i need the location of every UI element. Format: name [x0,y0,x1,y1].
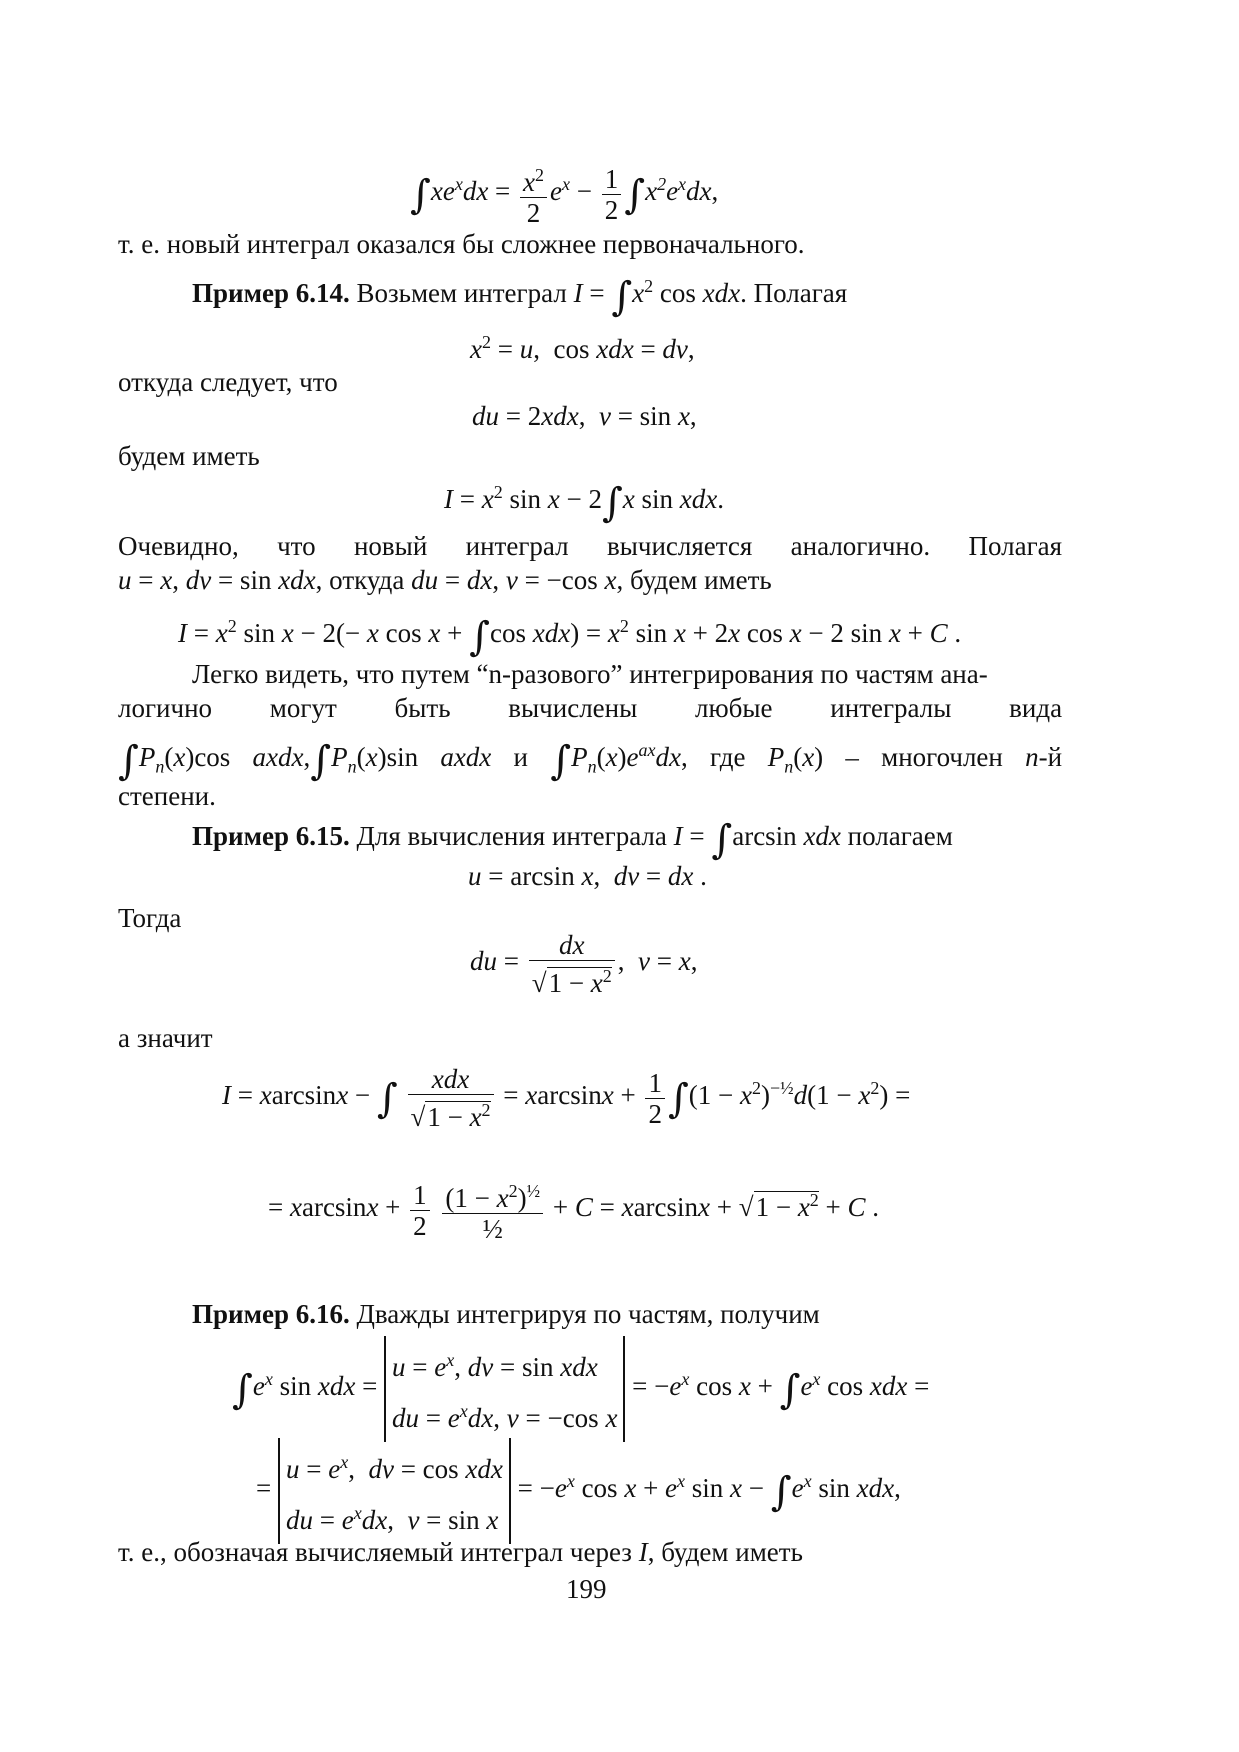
word: интегралы [830,693,952,723]
text: , откуда [315,565,405,595]
text: – многочлен [845,742,1003,772]
text: -й [1038,742,1063,772]
text-line: а значит [118,1023,213,1053]
substitution-table: $u = e^x$, dv = sin xdx du = $e^xdx$, v = −cos x [384,1336,625,1442]
word: что [277,531,316,561]
example-6-16 [192,1298,820,1330]
word: Очевидно, [118,531,239,561]
equation-substitution: $x^2 = u$, cos xdx = dv, [470,332,695,364]
example-text: Для вычисления интеграла [356,821,667,851]
word: могут [269,693,337,723]
equation-arcsin-2: = xarcsinx + $\frac{1}{2}$ $\frac{(1 - x^2)^{\frac{1}{2}}}{\text{½}}$ + $C = xarcsinx + √1 - x^2 + C$ . [268,1176,879,1244]
page-number: 199 [566,1574,607,1604]
text: и [513,742,528,772]
word: логично [118,693,213,723]
equation-du-v: du = 2xdx, v = sin x, [472,401,697,431]
example-6-15: Пример 6.15. Для вычисления интеграла I = ∫arcsin xdx полагаем [192,817,953,863]
word: быть [394,693,451,723]
example-tail: Полагая [753,278,848,308]
text-line-justified: $\int P_n(x)\cos$ $axdx,\int P_n(x)\sin$ axdx и $\int P_n(x)e^{ax}dx$, где $P_n(x)$ – многочлен n-й [118,738,1063,784]
substitution-table: $u = e^x$, dv = cos xdx du = $e^xdx$, v = sin x [278,1438,511,1544]
equation-du-sqrt: du = $\frac{dx}{√1 - x^2}$ , v = x, [470,930,698,998]
equation-exsin-1: $\int e^x$ sin xdx = $u = e^x$, dv = sin xdx du = $e^xdx$, v = −cos x = $-e^x$ $\cos x + \int e^x$ cos xdx = [232,1336,929,1442]
text: , где [681,742,746,772]
text-line-justified [118,530,1062,562]
equation-u-arcsin: u = arcsin x, dv = dx . [468,861,707,891]
word: вычислены [508,693,638,723]
text-line: Тогда [118,903,182,933]
word: аналогично. [790,531,931,561]
example-text: Возьмем интеграл [356,278,567,308]
text-line: откуда следует, что [118,367,338,397]
text-line: т. е., обозначая вычисляемый интеграл через I, будем иметь [118,1537,803,1567]
word: вычисляется [606,531,753,561]
equation-parts-xe: $\int xe^xdx$ = $\frac{x^2}{2}$ $e^x$ − $\frac{1}{2}$ $\int x^2e^xdx$, [410,160,718,228]
example-label: Пример 6.14. [192,278,350,308]
text: т. е., обозначая вычисляемый интеграл через [118,1537,632,1567]
text-line: u = x, dv = sin xdx, откуда du = dx, v = −cos x, будем иметь [118,565,772,595]
example-6-14: Пример 6.14. Возьмем интеграл $I = \int x^2$ cos xdx. Полагая [192,274,848,320]
example-tail: полагаем [847,821,953,851]
text: , будем иметь [616,565,772,595]
text: , будем иметь [647,1537,803,1567]
word: новый [353,531,428,561]
word: интеграл [465,531,569,561]
example-text: Дважды интегрируя по частям, получим [356,1299,820,1329]
text-line: будем иметь [118,441,260,471]
text-line-justified [118,692,1062,724]
equation-exsin-2: = $u = e^x$, dv = cos xdx du = $e^xdx$, v = sin x = $-e^x$ $\cos x + e^x$ $\sin x - \int e^x$ sin xdx, [256,1438,901,1544]
text-line: т. е. новый интеграл оказался бы сложнее первоначального. [118,229,805,259]
equation-arcsin-1: I = xarcsinx − ∫ $\frac{\text{xdx}}{√1 - x^2}$ = xarcsinx + $\frac{1}{2}$ $\int(1 - x^2)^{-\frac{1}{2}}d(1 - x^2)$ = [222,1064,911,1132]
equation-I-result: $I = x^2$ sin x − 2(− x cos x + ∫cos $xdx) = x^2$ sin x + 2x cos x − 2 sin x + C . [178,614,962,660]
text-line: степени. [118,781,216,811]
example-label: Пример 6.15. [192,821,350,851]
word: Полагая [968,531,1063,561]
example-label: Пример 6.16. [192,1299,350,1329]
equation-I-first: $I = x^2$ sin x − 2∫x sin xdx. [444,480,725,526]
word: любые [695,693,773,723]
word: вида [1009,693,1063,723]
text-line: Легко видеть, что путем “n-разового” интегрирования по частям ана- [192,659,988,689]
